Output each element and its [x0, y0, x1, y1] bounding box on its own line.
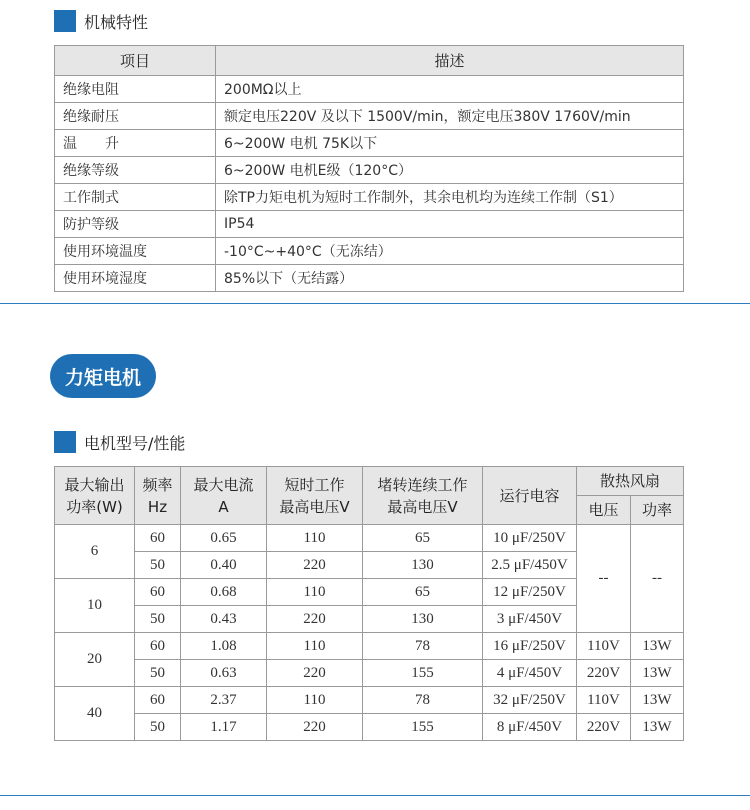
freq-cell: 60	[135, 579, 181, 606]
table-row	[55, 633, 684, 660]
row-desc: 6~200W 电机E级（120°C）	[216, 157, 684, 184]
stall-voltage-cell: 78	[363, 687, 483, 714]
header-item: 项目	[55, 46, 216, 76]
current-cell: 0.43	[181, 606, 267, 633]
short-voltage-cell: 110	[267, 633, 363, 660]
row-item: 温 升	[55, 130, 216, 157]
table-row	[55, 714, 684, 741]
capacitor-cell: 3 μF/450V	[483, 606, 577, 633]
mech-section-header	[54, 9, 148, 33]
short-voltage-cell: 220	[267, 660, 363, 687]
table-row	[55, 687, 684, 714]
short-voltage-cell: 110	[267, 687, 363, 714]
section-divider	[0, 303, 750, 304]
table-row	[55, 130, 684, 157]
row-item: 绝缘耐压	[55, 103, 216, 130]
power-cell: 10	[55, 579, 135, 633]
table-row	[55, 238, 684, 265]
current-cell: 1.08	[181, 633, 267, 660]
current-cell: 1.17	[181, 714, 267, 741]
fan-voltage-cell: 220V	[577, 714, 631, 741]
fan-power-cell: 13W	[631, 633, 684, 660]
row-item: 工作制式	[55, 184, 216, 211]
header-freq: 频率 Hz	[135, 467, 181, 525]
row-desc: 6~200W 电机 75K以下	[216, 130, 684, 157]
motor-section-title: 电机型号/性能	[84, 433, 186, 453]
short-voltage-cell: 220	[267, 714, 363, 741]
row-desc: -10°C~+40°C（无冻结）	[216, 238, 684, 265]
freq-cell: 60	[135, 525, 181, 552]
table-header-row	[55, 467, 684, 496]
row-desc: 85%以下（无结露）	[216, 265, 684, 292]
stall-voltage-cell: 155	[363, 714, 483, 741]
fan-power-cell: 13W	[631, 687, 684, 714]
freq-cell: 60	[135, 687, 181, 714]
power-cell: 20	[55, 633, 135, 687]
table-row	[55, 265, 684, 292]
short-voltage-cell: 110	[267, 579, 363, 606]
capacitor-cell: 10 μF/250V	[483, 525, 577, 552]
header-stall-voltage: 堵转连续工作 最高电压V	[363, 467, 483, 525]
capacitor-cell: 8 μF/450V	[483, 714, 577, 741]
row-item: 绝缘电阻	[55, 76, 216, 103]
stall-voltage-cell: 130	[363, 606, 483, 633]
section-divider	[0, 795, 750, 796]
capacitor-cell: 12 μF/250V	[483, 579, 577, 606]
table-row	[55, 525, 684, 552]
header-fan: 散热风扇	[577, 467, 684, 496]
stall-voltage-cell: 65	[363, 525, 483, 552]
motor-section-header	[54, 430, 185, 454]
fan-voltage-cell: --	[577, 525, 631, 633]
freq-cell: 50	[135, 660, 181, 687]
table-row	[55, 211, 684, 238]
fan-voltage-cell: 110V	[577, 687, 631, 714]
freq-cell: 50	[135, 552, 181, 579]
stall-voltage-cell: 130	[363, 552, 483, 579]
table-row	[55, 184, 684, 211]
header-current: 最大电流 A	[181, 467, 267, 525]
torque-motor-badge: 力矩电机	[50, 354, 156, 398]
current-cell: 0.65	[181, 525, 267, 552]
row-desc: 200MΩ以上	[216, 76, 684, 103]
row-desc: 除TP力矩电机为短时工作制外，其余电机均为连续工作制（S1）	[216, 184, 684, 211]
stall-voltage-cell: 155	[363, 660, 483, 687]
section-marker-icon	[54, 431, 76, 453]
header-power: 最大输出 功率(W)	[55, 467, 135, 525]
header-short-voltage: 短时工作 最高电压V	[267, 467, 363, 525]
current-cell: 0.68	[181, 579, 267, 606]
row-desc: IP54	[216, 211, 684, 238]
table-row	[55, 157, 684, 184]
freq-cell: 50	[135, 714, 181, 741]
header-fan-voltage: 电压	[577, 496, 631, 525]
capacitor-cell: 16 μF/250V	[483, 633, 577, 660]
current-cell: 0.40	[181, 552, 267, 579]
freq-cell: 50	[135, 606, 181, 633]
short-voltage-cell: 110	[267, 525, 363, 552]
freq-cell: 60	[135, 633, 181, 660]
header-desc: 描述	[216, 46, 684, 76]
row-item: 使用环境湿度	[55, 265, 216, 292]
header-capacitor: 运行电容	[483, 467, 577, 525]
table-row	[55, 76, 684, 103]
current-cell: 0.63	[181, 660, 267, 687]
mech-section-title: 机械特性	[84, 12, 149, 32]
row-desc: 额定电压220V 及以下 1500V/min，额定电压380V 1760V/min	[216, 103, 684, 130]
fan-voltage-cell: 110V	[577, 633, 631, 660]
capacitor-cell: 4 μF/450V	[483, 660, 577, 687]
motor-performance-table	[54, 466, 684, 741]
fan-voltage-cell: 220V	[577, 660, 631, 687]
stall-voltage-cell: 65	[363, 579, 483, 606]
row-item: 防护等级	[55, 211, 216, 238]
fan-power-cell: 13W	[631, 714, 684, 741]
header-fan-power: 功率	[631, 496, 684, 525]
power-cell: 6	[55, 525, 135, 579]
row-item: 使用环境温度	[55, 238, 216, 265]
capacitor-cell: 2.5 μF/450V	[483, 552, 577, 579]
fan-power-cell: 13W	[631, 660, 684, 687]
capacitor-cell: 32 μF/250V	[483, 687, 577, 714]
mech-spec-table	[54, 45, 684, 292]
table-header-row	[55, 46, 684, 76]
section-marker-icon	[54, 10, 76, 32]
short-voltage-cell: 220	[267, 606, 363, 633]
short-voltage-cell: 220	[267, 552, 363, 579]
row-item: 绝缘等级	[55, 157, 216, 184]
table-row	[55, 660, 684, 687]
stall-voltage-cell: 78	[363, 633, 483, 660]
fan-power-cell: --	[631, 525, 684, 633]
power-cell: 40	[55, 687, 135, 741]
current-cell: 2.37	[181, 687, 267, 714]
table-row	[55, 103, 684, 130]
